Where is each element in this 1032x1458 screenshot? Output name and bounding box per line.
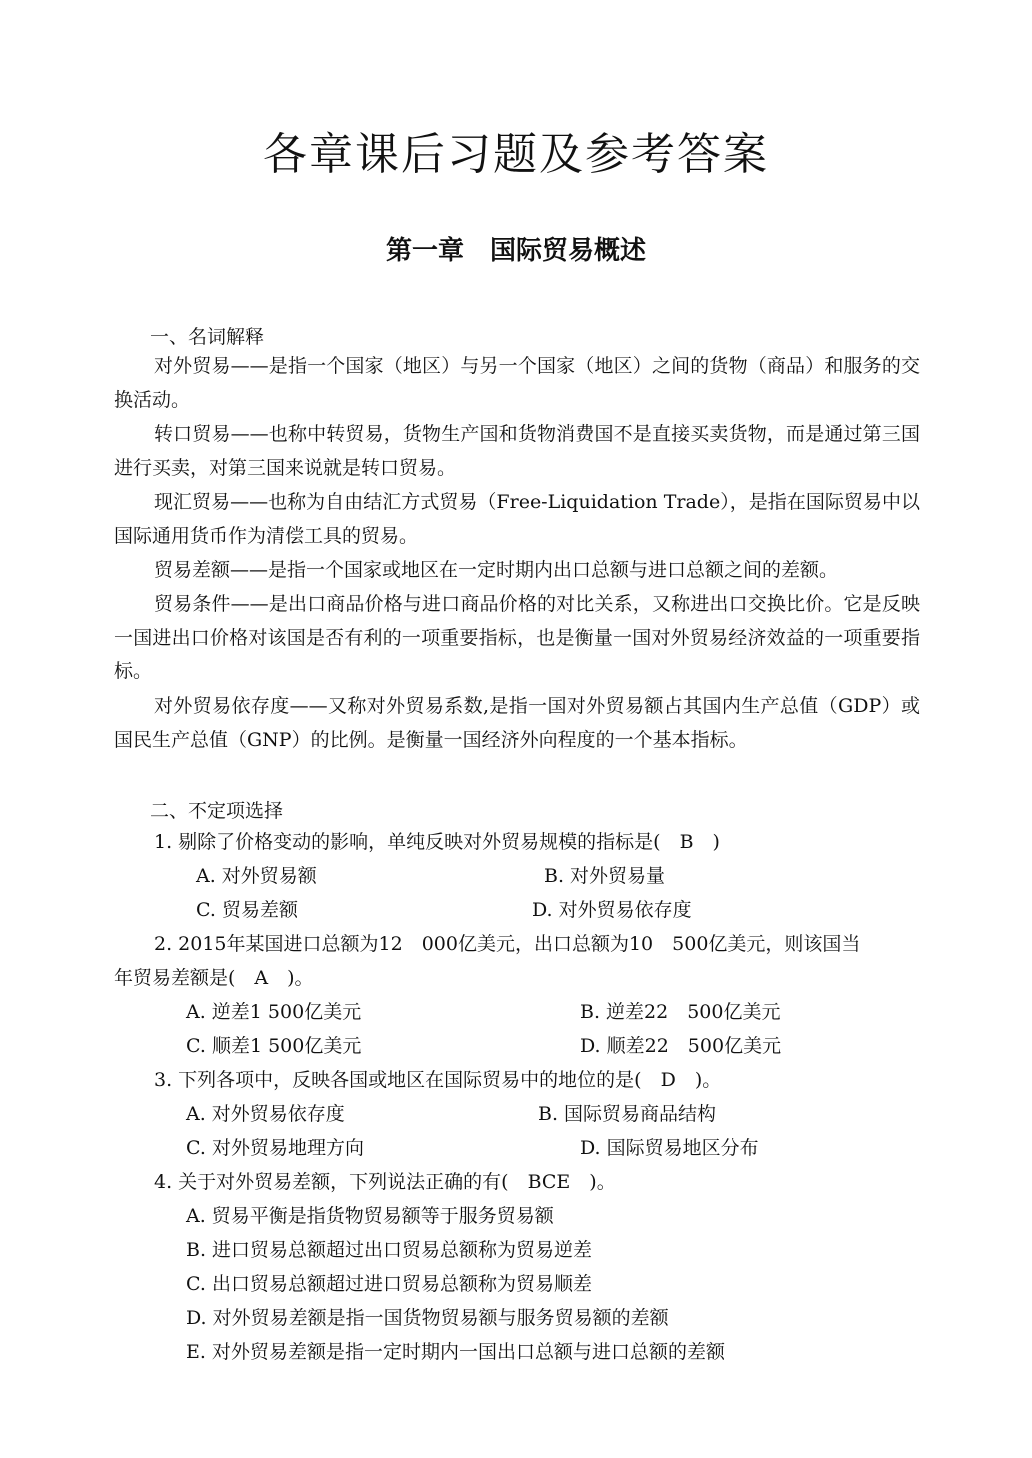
question-stem: 3. 下列各项中，反映各国或地区在国际贸易中的地位的是( D )。 bbox=[154, 1069, 722, 1091]
definition-paragraph: 对外贸易——是指一个国家（地区）与另一个国家（地区）之间的货物（商品）和服务的交换活动。 bbox=[114, 355, 920, 411]
option-b: B. 国际贸易商品结构 bbox=[538, 1103, 717, 1125]
option-d: D. 对外贸易差额是指一国货物贸易额与服务贸易额的差额 bbox=[186, 1307, 669, 1329]
question-stem: 1. 剔除了价格变动的影响，单纯反映对外贸易规模的指标是( B ) bbox=[154, 831, 720, 853]
option-a: A. 贸易平衡是指货物贸易额等于服务贸易额 bbox=[186, 1205, 554, 1227]
option-e: E. 对外贸易差额是指一定时期内一国出口总额与进口总额的差额 bbox=[186, 1341, 725, 1363]
question-stem: 年贸易差额是( A )。 bbox=[114, 967, 314, 989]
definition-paragraph: 转口贸易——也称中转贸易，货物生产国和货物消费国不是直接买卖货物，而是通过第三国进行买卖，对第三国来说就是转口贸易。 bbox=[114, 423, 920, 479]
definition-paragraph: 贸易差额——是指一个国家或地区在一定时期内出口总额与进口总额之间的差额。 bbox=[154, 559, 839, 581]
option-d: D. 国际贸易地区分布 bbox=[580, 1137, 759, 1159]
question-stem: 2. 2015年某国进口总额为12 000亿美元，出口总额为10 500亿美元，则该国当 bbox=[154, 933, 861, 955]
question-stem: 4. 关于对外贸易差额，下列说法正确的有( BCE )。 bbox=[154, 1171, 616, 1193]
option-b: B. 进口贸易总额超过出口贸易总额称为贸易逆差 bbox=[186, 1239, 593, 1261]
definition-paragraph: 对外贸易依存度——又称对外贸易系数,是指一国对外贸易额占其国内生产总值（GDP）或国民生产总值（GNP）的比例。是衡量一国经济外向程度的一个基本指标。 bbox=[114, 695, 920, 751]
chapter-title: 第一章 国际贸易概述 bbox=[385, 236, 646, 266]
section-heading-multiple-choice: 二、不定项选择 bbox=[150, 800, 284, 822]
option-c: C. 出口贸易总额超过进口贸易总额称为贸易顺差 bbox=[186, 1273, 592, 1295]
option-c: C. 顺差1 500亿美元 bbox=[186, 1035, 362, 1057]
option-c: C. 对外贸易地理方向 bbox=[186, 1137, 364, 1159]
option-a: A. 对外贸易依存度 bbox=[186, 1103, 345, 1125]
option-d: D. 顺差22 500亿美元 bbox=[580, 1035, 782, 1057]
option-b: B. 逆差22 500亿美元 bbox=[580, 1001, 781, 1023]
section-heading-definitions: 一、名词解释 bbox=[150, 326, 265, 348]
document-title: 各章课后习题及参考答案 bbox=[263, 129, 769, 180]
option-a: A. 逆差1 500亿美元 bbox=[186, 1001, 362, 1023]
option-d: D. 对外贸易依存度 bbox=[532, 899, 692, 921]
option-b: B. 对外贸易量 bbox=[544, 865, 666, 887]
definition-paragraph: 贸易条件——是出口商品价格与进口商品价格的对比关系，又称进出口交换比价。它是反映一国进出口价格对该国是否有利的一项重要指标，也是衡量一国对外贸易经济效益的一项重要指标。 bbox=[114, 593, 920, 683]
definition-paragraph: 现汇贸易——也称为自由结汇方式贸易（Free-Liquidation Trade），是指在国际贸易中以国际通用货币作为清偿工具的贸易。 bbox=[114, 491, 920, 547]
option-c: C. 贸易差额 bbox=[196, 899, 298, 921]
option-a: A. 对外贸易额 bbox=[196, 865, 317, 887]
